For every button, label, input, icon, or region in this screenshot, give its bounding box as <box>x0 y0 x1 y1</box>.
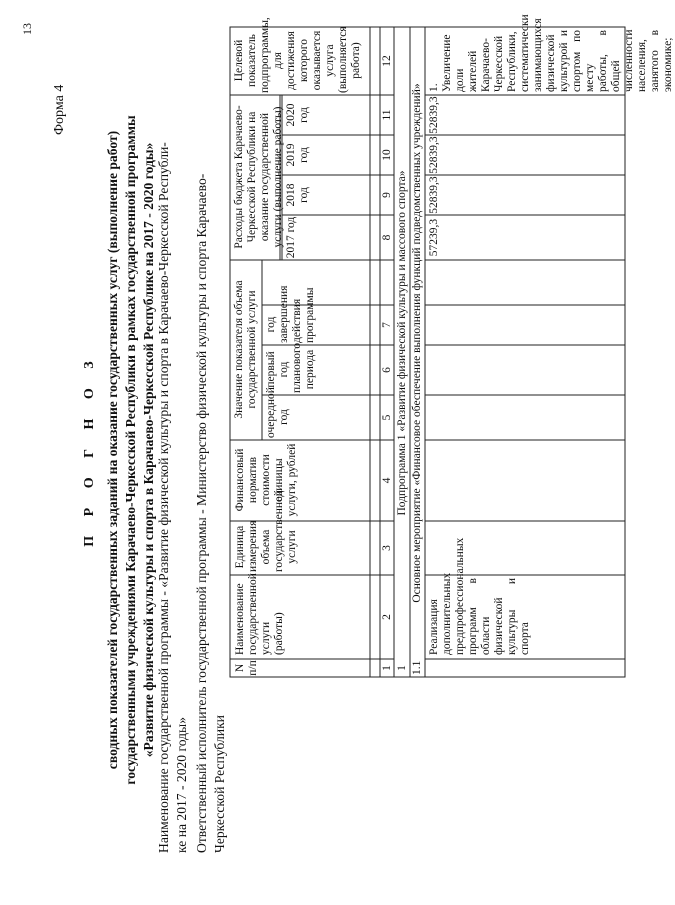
budget-2017-cell: 57239,3 <box>428 218 440 257</box>
budget-2019-cell: 52839,3 <box>428 136 440 174</box>
target-indicator-cell: 1. Увеличение доли жителей Карачаево-Черкесской Республики, систематически занимающихся физической культурой и спортом по месту работы, в общей численности населения, занятого в экономике; <box>428 14 674 92</box>
column-number: 12 <box>381 55 393 67</box>
header-unit: Единица измерения объема государственной услуги <box>234 490 298 572</box>
column-number: 1 <box>381 665 393 671</box>
column-number: 11 <box>381 109 393 121</box>
header-num: N п/п <box>234 660 259 676</box>
header-year-2019: 2019 год <box>285 143 310 167</box>
subprogram-title: Подпрограмма 1 «Развитие физической культуры и массового спорта» <box>396 170 408 516</box>
column-number: 7 <box>381 322 393 328</box>
header-year-2020: 2020 год <box>285 103 310 127</box>
form-label: Форма 4 <box>52 84 67 135</box>
program-name-line: Наименование государственной программы - «Развитие физической культуры и спорта в Карачаево-Черкесской Республи- <box>156 142 171 853</box>
page-number: 13 <box>20 23 34 35</box>
responsible-executor-line: Черкесской Республики <box>212 715 227 853</box>
program-name-line: ке на 2017 - 2020 годы» <box>174 717 189 853</box>
column-number: 3 <box>381 545 393 551</box>
header-year-2018: 2018 год <box>285 183 310 207</box>
subtitle-line: сводных показателей государственных заданий на оказание государственных услуг (выполнение работ) <box>105 130 120 770</box>
column-number: 5 <box>381 414 393 421</box>
header-year-2017: 2017 год <box>285 216 297 259</box>
header-volume-next-year: очередной год <box>265 387 290 438</box>
column-number: 9 <box>381 192 393 198</box>
header-volume-group: Значение показателя объема государственной услуги <box>233 280 258 419</box>
subprogram-number: 1 <box>396 665 408 671</box>
document-title: П Р О Г Н О З <box>82 353 97 547</box>
service-name-cell: Реализация дополнительных предпрофессиональных программ в области физической культуры и спорта <box>428 537 531 655</box>
main-activity-number: 1.1 <box>411 660 423 675</box>
budget-2018-cell: 52839,3 <box>428 176 440 214</box>
column-number: 10 <box>381 149 393 161</box>
subtitle-line: государственными учреждениями Карачаево-Черкесской Республики в рамках государственной программы <box>123 115 138 785</box>
budget-2020-cell: 52839,3 <box>428 96 440 134</box>
column-number: 8 <box>381 234 393 241</box>
column-number: 4 <box>381 477 393 484</box>
responsible-executor-line: Ответственный исполнитель государственной программы - Министерство физической культуры и спорта Карачаево- <box>194 173 209 853</box>
subtitle-line: «Развитие физической культуры и спорта в Карачаево-Черкесской Республике на 2017 - 2020 годы» <box>141 142 156 758</box>
header-target-indicator: Целевой показатель подпрограммы, для достижения которого оказывается услуга (выполняется работа) <box>233 17 362 93</box>
column-number: 2 <box>381 614 393 620</box>
header-volume-first-year: первый год планового периода <box>265 342 316 393</box>
header-normative: Финансовый норматив стоимости единицы услуги, рублей <box>234 443 298 517</box>
column-number: 6 <box>381 367 393 373</box>
main-activity-title: Основное мероприятие «Финансовое обеспечение выполнения функций подведомственных учреждений» <box>411 83 423 603</box>
header-volume-end-year: год завершения действия программы <box>265 285 316 343</box>
header-budget-group: Расходы бюджета Карачаево-Черкесской Республики на оказание государственной услуги (выполнение работы) <box>233 105 284 249</box>
header-service-name: Наименование государственной услуги (работы) <box>234 573 285 655</box>
